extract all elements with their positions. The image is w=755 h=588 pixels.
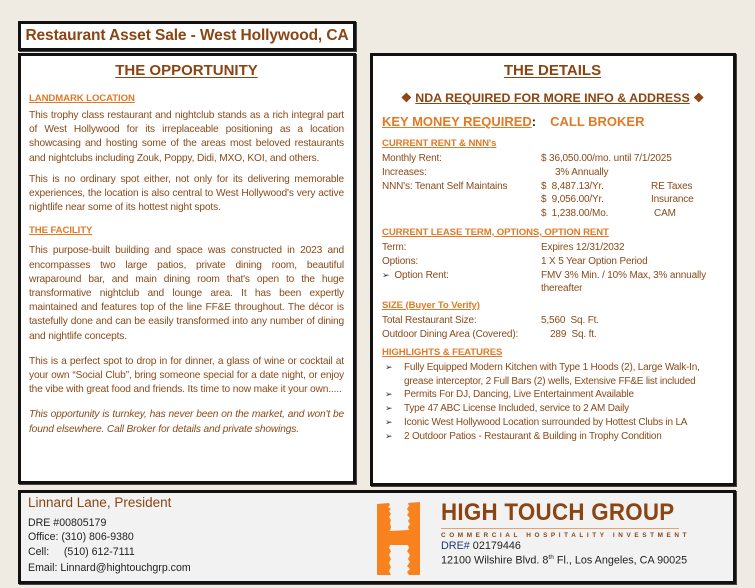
broker-contact <box>28 495 191 575</box>
landmark-heading: LANDMARK LOCATION <box>29 93 135 104</box>
list-item: ➢ Fully Equipped Modern Kitchen with Type 1 Hoods (2), Large Walk-In, grease interceptor, 2 Full Bars (2) wells, Extensive FF&E list included <box>385 361 700 387</box>
page-title: Restaurant Asset Sale - West Hollywood, CA <box>25 27 349 44</box>
facility-paragraph-1: This purpose-built building and space was constructed in 2023 and encompasses two large patios, private dining room, beautiful wraparound bar, and main dining room that's open to the huge transformative nightclub and lounge area. It has been expertly maintained and features top of the line FF&E throughout. The décor is tastefully done and can be easily transformed into any number of dining and nightlife concepts. <box>29 245 344 342</box>
turnkey-note: This opportunity is turnkey, has never been on the market, and won't be found elsewhere. Call Broker for details and private showings. <box>29 409 344 435</box>
options-value: 1 X 5 Year Option Period <box>541 255 648 267</box>
outdoor-size-value: 289 Sq. ft. <box>550 328 597 340</box>
brand-divider <box>441 528 679 529</box>
size-heading: SIZE (Buyer To Verify) <box>382 300 480 312</box>
nnn-type: RE Taxes <box>651 180 693 192</box>
nda-text: NDA REQUIRED FOR MORE INFO & ADDRESS <box>415 91 690 105</box>
options-label: Options: <box>382 255 419 267</box>
option-rent-label: Option Rent: <box>394 269 449 281</box>
broker-dre: DRE #00805179 <box>28 517 107 529</box>
term-label: Term: <box>382 241 407 253</box>
options-row <box>382 255 723 269</box>
diamond-icon: ❖ <box>693 91 705 105</box>
broker-cell-phone[interactable]: Cell: (510) 612-7111 <box>28 545 135 558</box>
opportunity-panel <box>18 53 356 484</box>
list-item: ➢ Iconic West Hollywood Location surrounded by Hottest Clubs in LA <box>385 416 688 428</box>
title-banner <box>18 21 356 51</box>
nnn-amount: $ 1,238.00/Mo. <box>541 208 609 220</box>
nda-notice <box>382 90 723 105</box>
key-money-label: KEY MONEY REQUIRED <box>382 114 532 129</box>
highlights-heading: HIGHLIGHTS & FEATURES <box>382 346 503 358</box>
brand-dre: DRE# 02179446 <box>441 540 521 552</box>
brand-tagline: COMMERCIAL HOSPITALITY INVESTMENT <box>441 532 691 539</box>
nnn-amount: $ 9,056.00/Yr. <box>541 194 604 206</box>
term-row <box>382 241 723 255</box>
arrow-bullet-icon: ➢ <box>385 403 393 414</box>
landmark-paragraph-2: This is no ordinary spot either, not only for its delivering memorable experiences, the location is also central to West Hollywood's very active nightlife near some of its hottest night spots. <box>29 173 344 214</box>
increases-value: 3% Annually <box>555 166 609 178</box>
brand-address: 12100 Wilshire Blvd. 8th Fl., Los Angeles, CA 90025 <box>441 554 688 567</box>
nnn-type: CAM <box>654 208 676 220</box>
increases-row <box>382 166 723 180</box>
key-money-colon: : <box>531 114 537 129</box>
arrow-bullet-icon: ➢ <box>385 430 393 441</box>
arrow-bullet-icon: ➢ <box>382 269 390 280</box>
outdoor-size-label: Outdoor Dining Area (Covered): <box>382 328 519 340</box>
broker-office-phone[interactable]: Office: (310) 806-9380 <box>28 531 134 544</box>
brand-block <box>441 499 741 567</box>
nnn-row <box>382 207 723 221</box>
facility-paragraph-2: This is a perfect spot to drop in for dinner, a glass of wine or cocktail at your own “Social Club”, bring someone special for a date night, or enjoy the vibe with great food and friends. Its time to now make it your own..... <box>29 355 344 396</box>
monthly-rent-value: $ 36,050.00/mo. until 7/1/2025 <box>541 153 672 164</box>
list-item: ➢ Type 47 ABC License Included, service to 2 AM Daily <box>385 403 629 415</box>
diamond-icon: ❖ <box>400 91 412 105</box>
details-title: THE DETAILS <box>503 62 602 79</box>
key-money <box>382 114 723 129</box>
details-panel <box>370 53 736 486</box>
broker-email[interactable]: Email: Linnard@hightouchgrp.com <box>28 561 191 574</box>
arrow-bullet-icon: ➢ <box>385 361 393 372</box>
nnn-type: Insurance <box>651 194 694 206</box>
arrow-bullet-icon: ➢ <box>385 416 393 427</box>
nnn-label: NNN's: Tenant Self Maintains <box>382 180 508 192</box>
total-size-label: Total Restaurant Size: <box>382 315 477 327</box>
nnn-row <box>382 180 723 194</box>
rent-heading: CURRENT RENT & NNN's <box>382 138 497 149</box>
term-value: Expires 12/31/2032 <box>541 241 625 253</box>
increases-label: Increases: <box>382 166 427 178</box>
nnn-row <box>382 193 723 207</box>
broker-name: Linnard Lane, President <box>28 495 172 510</box>
opportunity-title: THE OPPORTUNITY <box>115 62 258 79</box>
highlights-list <box>382 361 723 444</box>
option-rent-label-wrap <box>382 269 541 297</box>
option-rent-value: FMV 3% Min. / 10% Max, 3% annually thereafter <box>541 269 706 295</box>
arrow-bullet-icon: ➢ <box>385 389 393 400</box>
facility-heading: THE FACILITY <box>29 225 93 237</box>
outdoor-size-row <box>382 328 723 342</box>
list-item: ➢ Permits For DJ, Dancing, Live Entertainment Available <box>385 389 634 401</box>
monthly-rent-row <box>382 152 723 166</box>
landmark-paragraph-1: This trophy class restaurant and nightclub stands as a rich integral part of West Hollywood for its irreplaceable positioning as a location showcasing and hosting some of the areas most beloved restaurants and nightclubs including Zouk, Poppy, Didi, MXO, KOI, and others. <box>29 110 344 164</box>
high-touch-h-logo-icon <box>376 501 423 577</box>
lease-heading: CURRENT LEASE TERM, OPTIONS, OPTION RENT <box>382 226 609 238</box>
footer-contact-bar <box>18 490 736 584</box>
total-size-value: 5,560 Sq. Ft. <box>541 315 599 327</box>
brand-name: HIGH TOUCH GROUP <box>441 499 675 526</box>
monthly-rent-label: Monthly Rent: <box>382 153 442 164</box>
total-size-row <box>382 314 723 328</box>
key-money-value: CALL BROKER <box>550 114 645 129</box>
option-rent-row <box>382 269 723 297</box>
nnn-amount: $ 8,487.13/Yr. <box>541 180 604 192</box>
list-item: ➢ 2 Outdoor Patios - Restaurant & Building in Trophy Condition <box>385 430 662 442</box>
